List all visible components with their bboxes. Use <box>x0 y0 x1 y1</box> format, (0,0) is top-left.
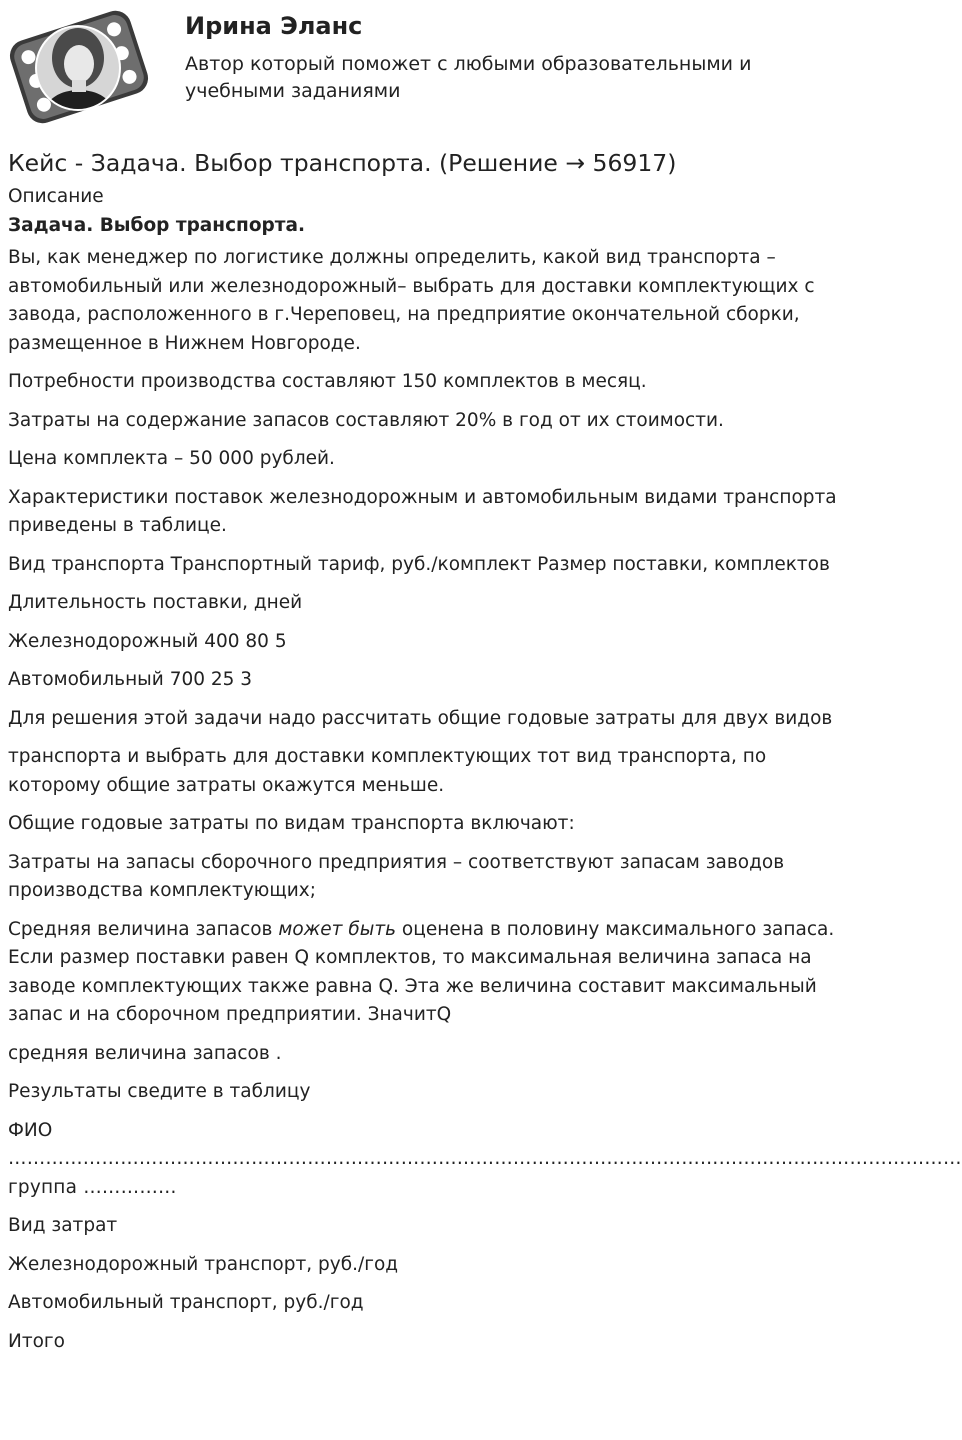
result-row-cost-type: Вид затрат <box>8 1215 118 1236</box>
article <box>8 147 962 1356</box>
paragraph-solution-cont: транспорта и выбрать для доставки комплектующих тот вид транспорта, по которому общие затраты окажутся меньше. <box>8 746 767 796</box>
stock-text-before: Средняя величина запасов <box>8 918 279 940</box>
paragraph-characteristics: Характеристики поставок железнодорожным и автомобильным видами транспорта приведены в таблице. <box>8 486 837 536</box>
author-name[interactable]: Ирина Эланс <box>185 12 363 40</box>
author-description: Автор который поможет с любыми образовательными и учебными заданиями <box>185 53 752 102</box>
page-title: Кейс - Задача. Выбор транспорта. (Решение → 56917) <box>8 149 677 177</box>
table-row-railway: Железнодорожный 400 80 5 <box>8 630 287 652</box>
table-row-auto: Автомобильный 700 25 3 <box>8 669 253 690</box>
result-row-total: Итого <box>8 1330 65 1352</box>
avatar-film-frame-icon <box>6 6 152 128</box>
avatar[interactable] <box>6 6 152 128</box>
stock-text-italic: может быть <box>278 918 397 940</box>
paragraph-stock-costs: Затраты на запасы сборочного предприятия – соответствуют запасам заводов производства комплектующих; <box>8 851 785 901</box>
group-line: группа …………… <box>8 1176 177 1198</box>
paragraph-intro: Вы, как менеджер по логистике должны определить, какой вид транспорта – автомобильный или железнодорожный– выбрать для доставки комплектующих с завода, расположенного в г.Череповец, на предприятие окончательной сборки, размещенное в Нижнем Новгороде. <box>8 247 815 354</box>
stock-text-after: оценена в половину максимального запаса. Если размер поставки равен Q комплектов, то максимальная величина запаса на заводе комплектующих также равна Q. Эта же величина составит максимальный запас и на сборочном предприятии. ЗначитQ <box>8 918 835 1025</box>
paragraph-price: Цена комплекта – 50 000 рублей. <box>8 448 335 469</box>
result-row-railway: Железнодорожный транспорт, руб./год <box>8 1253 399 1275</box>
paragraph-solution: Для решения этой задачи надо рассчитать общие годовые затраты для двух видов <box>8 707 833 729</box>
table-header-duration: Длительность поставки, дней <box>8 592 303 613</box>
fio-dotted-line: ……………………………………………………………………………………………………………………………………… <box>8 1148 962 1169</box>
paragraph-results: Результаты сведите в таблицу <box>8 1081 311 1102</box>
paragraph-demand: Потребности производства составляют 150 комплектов в месяц. <box>8 371 647 392</box>
fio-label: ФИО <box>8 1119 53 1141</box>
paragraph-average-stock <box>8 916 846 1030</box>
paragraph-holding-cost: Затраты на содержание запасов составляют 20% в год от их стоимости. <box>8 409 724 431</box>
description-label: Описание <box>8 186 104 207</box>
author-card <box>0 0 847 140</box>
paragraph-average-stock-formula: средняя величина запасов . <box>8 1042 282 1064</box>
result-row-auto: Автомобильный транспорт, руб./год <box>8 1292 364 1313</box>
table-header-row: Вид транспорта Транспортный тариф, руб./комплект Размер поставки, комплектов <box>8 553 830 575</box>
task-heading: Задача. Выбор транспорта. <box>8 215 306 236</box>
paragraph-total-costs: Общие годовые затраты по видам транспорта включают: <box>8 813 575 834</box>
